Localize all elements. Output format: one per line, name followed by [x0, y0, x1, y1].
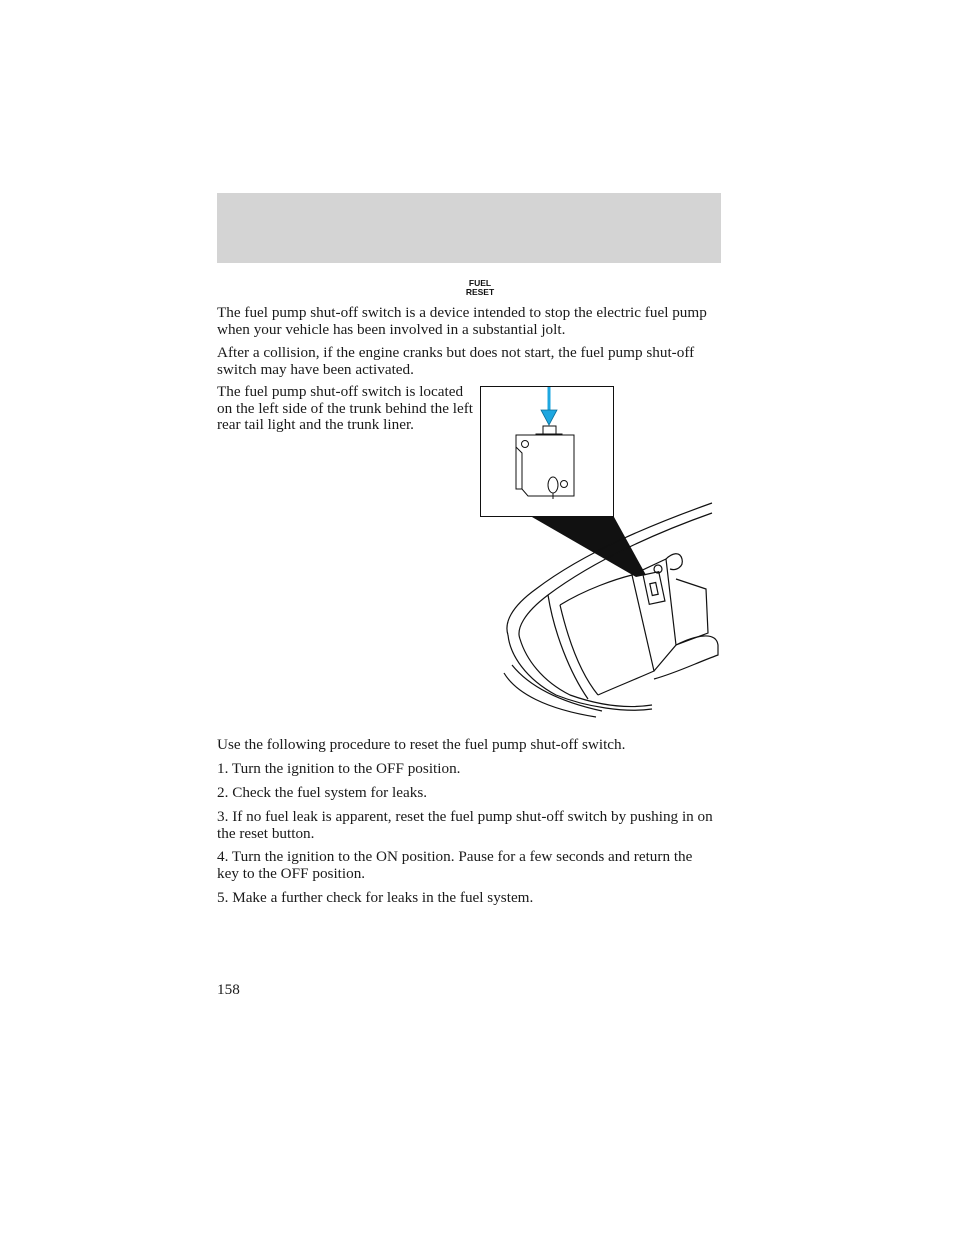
fuel-reset-icon-line1: FUEL — [468, 278, 492, 288]
header-band — [217, 193, 721, 263]
step-2: 2. Check the fuel system for leaks. — [217, 784, 428, 801]
step-4: 4. Turn the ignition to the ON position. Pause for a few seconds and return the key to the OFF position. — [217, 848, 693, 882]
shutoff-switch — [516, 426, 574, 499]
location-paragraph: The fuel pump shut-off switch is located on the left side of the trunk behind the left rear tail light and the trunk liner. — [217, 383, 474, 433]
step-5: 5. Make a further check for leaks in the fuel system. — [217, 889, 534, 906]
step-1: 1. Turn the ignition to the OFF position. — [217, 760, 461, 777]
fuel-reset-icon — [450, 279, 510, 297]
procedure-intro-paragraph: Use the following procedure to reset the fuel pump shut-off switch. — [217, 736, 626, 753]
fuel-reset-icon-line2: RESET — [465, 287, 495, 297]
step-3: 3. If no fuel leak is apparent, reset the fuel pump shut-off switch by pushing in on the reset button. — [217, 808, 713, 842]
fuel-pump-switch-diagram — [476, 383, 722, 723]
intro-paragraph: The fuel pump shut-off switch is a device intended to stop the electric fuel pump when your vehicle has been involved in a substantial jolt. — [217, 304, 707, 338]
collision-paragraph: After a collision, if the engine cranks but does not start, the fuel pump shut-off switch may have been activated. — [217, 344, 695, 378]
page-number: 158 — [217, 981, 240, 998]
